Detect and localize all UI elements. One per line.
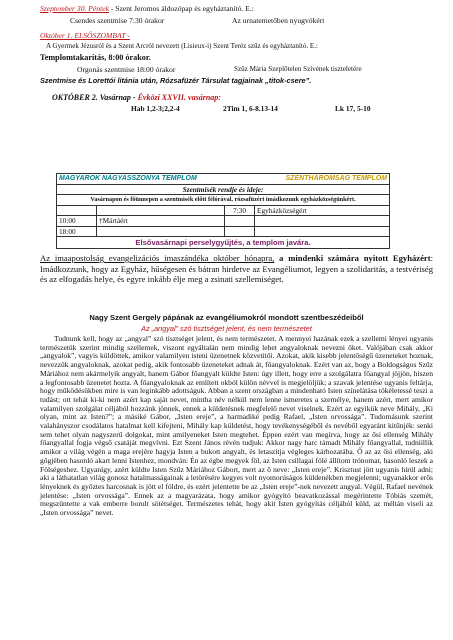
prayer-intention-text: : Imádkozzunk, hogy az Egyház, hűségesen és bátran hirdetve az Evangéliumot, legyen a szolidaritás, a testvériség és az elfogadás helye, és egyre inkább élje meg a zsinati szellemiséget. [40, 253, 433, 284]
mass-schedule-table [56, 173, 390, 249]
oct1-mass-intent: Szűz Mária Szeplőtelen Szívének tiszteletére [234, 65, 362, 73]
schedule-time: 10:00 [57, 216, 97, 227]
schedule-row [57, 216, 390, 227]
oct1-mass-time: Orgonás szentmise 18:00 órakor [77, 65, 176, 74]
schedule-subheading-row [57, 195, 390, 206]
prayer-intention [40, 253, 433, 285]
sep30-date: Szeptember 30. Péntek [40, 4, 109, 13]
church-left-label: MAGYAROK NAGYASSZONYA TEMPLOM [57, 174, 225, 185]
sep30-mass [70, 16, 164, 25]
schedule-collection-row [57, 237, 390, 249]
sep30-mass-time: Csendes szentmise 7:30 órakor [70, 16, 165, 25]
schedule-subheading: Vasárnapon és főünnepen a szentmisék előtt félórával, rózsafüzért imádkozunk egyházközségünkért. [57, 195, 390, 206]
homily-text: Tudnunk kell, hogy az „angyal” szó tisztséget jelent, és nem természetet. A mennyei hazának ezek a szellemi lényei ugyanis természetük szerint mindig szellemek, viszont egyáltalán nem mindig lehet angyaloknak nevezni őket. Valójában csak akkor „angyalok”, vagyis küldöttek, amikor valamilyen isteni üzenetnek közvetítői. Azokat, akik kisebb jelentőségű üzeneteket hoznak, nevezzük angyaloknak, azokat pedig, akik fontosabb üzeneteket adnak át, főangyaloknak. Ezért van az, hogy a Boldogságos Szűz Máriához nem akármelyik angyalt, hanem Gábor főangyalt küldte Isten: úgy illett, hogy erre a szolgálatra főangyal jöjjön, hiszen a legfontosabb üzenetet hozta. A főangyaloknak az említett okból külön névvel is megjelöljük; a szavak jelentése ugyanis feltárja, hogy működésükben mire is van leginkább adottságuk. Abban a szent országban a mindenható Isten színelátása tökéletessé teszi a tudást; ott tehát ki-ki nem azért kap saját nevet, mintha név nélkül nem lenne ismeretes a személye, hanem azért, mert amikor valamilyen szolgálat céljából hozzánk jönnek, ennek a küldetésnek megfelelő nevet viselnek. Ezért az egyikük neve Mihály, „Ki olyan, mint az Isten?”; a másiké Gábor, „Isten ereje”, a harmadiké pedig Rafael, „Isten orvossága”. Tudomásunk szerint valahányszor csodálatos hatalmat kell kifejteni, Mihály kap küldetést, hogy tevékenységéből és nevéből egyaránt kitűnjék: senki sem tehet olyan nagyszerű dolgokat, mint amilyeneket Isten megtehet. Éppen ezért van megírva, hogy az ősi ellenség Mihály főangyallal fogja végső csatáját megvívni. Ezt Szent János révén tudjuk: Akkor nagy harc támadt Mihály főangyallal, tudniillik amikor a világ végén a maga erejére hagyja Isten a bukott angyalt, és letaszítja végleges kárhozatába. Ő az az ősi ellenség, aki gőgjében hasonló akart lenni Istenhez, mondván: Én az égbe megyek föl, az Isten csillagai fölé állítom trónomat, hasonló leszek a Fölségeshez. Ugyanígy, azért küldte Isten Szűz Máriához Gábort, mert az ő neve: „Isten ereje”. Krisztust jött ugyanis hírül adni; aki a láthatatlan világ gonosz hatalmasságainak a letörésére kegyes volt nyomorúságos küldenékben megjelenni; ugyanakkor erős lényeknek és győztes harcosnak is jött el földre, és ezért jelentette be az „Isten ereje”-nek nevezett angyal. Végül, Rafael nevének jelentése: „Isten orvossága”. Ennek az a magyarázata, hogy amikor gyógyító beavatkozással megérintette Tóbiás szemét, megszüntette a vak emberre borult sötétséget. Természetes tehát, hogy akit Isten gyógyítás céljából küld, az méltán viseli az „Isten orvossága” nevet. [40, 334, 433, 518]
homily-subtitle: Az „angyal” szó tisztséget jelent, és nem természetet [141, 324, 312, 333]
oct1-cleaning: Templomtakarítás, 8:00 órakor. [40, 53, 151, 62]
church-right-label: SZENTHÁROMSÁG TEMPLOM [225, 174, 390, 185]
schedule-time: 18:00 [57, 226, 97, 237]
schedule-collection: Elsővasárnapi perselygyűjtés, a templom javára. [57, 237, 390, 249]
homily-title: Nagy Szent Gergely pápának az evangéliumokról mondott szentbeszédeiből [89, 313, 364, 322]
oct1-date: Október 1. ELSŐSZOMBAT - [40, 31, 130, 40]
oct2-date: OKTÓBER 2. Vasárnap - [52, 93, 136, 102]
oct1-litany: Szentmise és Lorettói litánia után, Rózsafüzér Társulat tagjainak „titok-csere”. [40, 76, 312, 85]
prayer-intention-lead: Az imaapostolság evangelizációs imaszándéka október hónapra, [40, 253, 275, 263]
sep30-title: - Szent Jeromos áldozópap és egyháztanító. E.: [108, 4, 254, 13]
oct2-heading [52, 93, 221, 102]
prayer-intention-topic: a mindenki számára nyitott Egyházért [274, 253, 431, 263]
schedule-church-row [57, 174, 390, 185]
schedule-intent: Egyházközségért [255, 205, 390, 216]
oct2-title: Évközi XXVII. vasárnap: [135, 93, 221, 102]
schedule-heading-row [57, 184, 390, 195]
schedule-row [57, 226, 390, 237]
sep30-mass-intent: Az urnatemetőben nyugvókért [232, 16, 325, 25]
oct2-reading1: Hab 1,2-3;2,2-4 [131, 104, 180, 113]
schedule-intent: †Mártáért [97, 216, 225, 227]
schedule-row [57, 205, 390, 216]
schedule-time: 7:30 [225, 205, 255, 216]
oct2-reading2: 2Tim 1, 6-8.13-14 [223, 104, 278, 113]
oct2-gospel: Lk 17, 5-10 [335, 104, 371, 113]
schedule-heading: Szentmisék rendje és ideje: [57, 184, 390, 195]
sep30-heading [40, 4, 254, 13]
oct1-title: A Gyermek Jézusról és a Szent Arcról nevezett (Lisieux-i) Szent Teréz szűz és egyháztanító. E.: [46, 42, 318, 50]
